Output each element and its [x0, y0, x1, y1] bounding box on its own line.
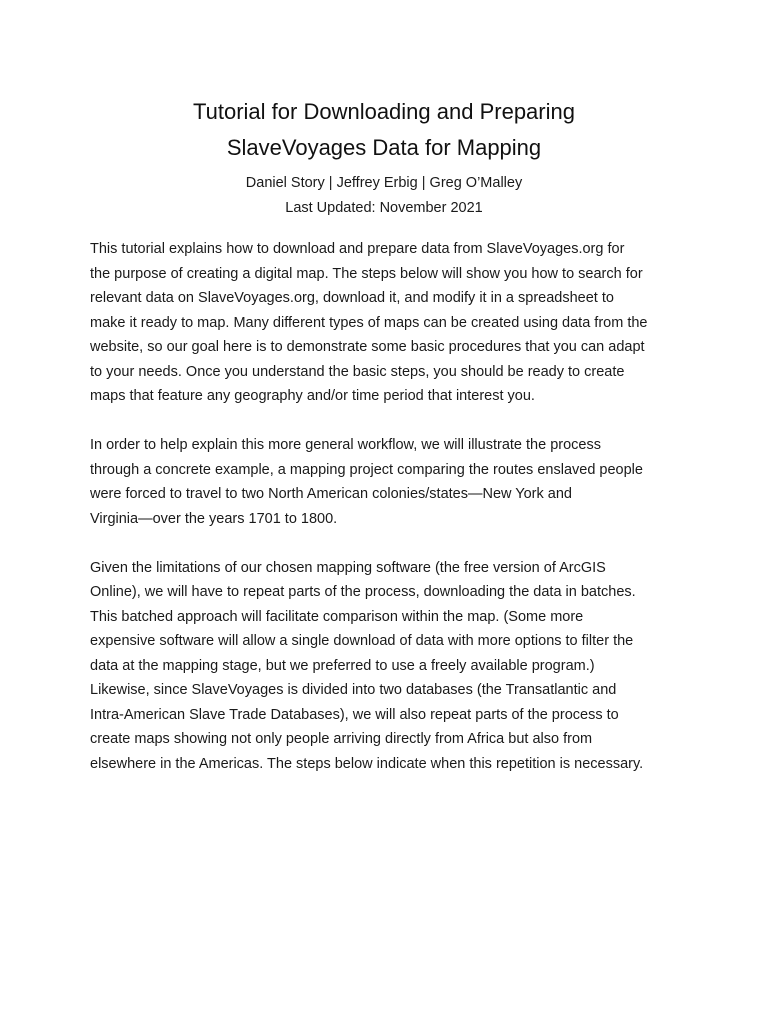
- text-line: create maps showing not only people arriving directly from Africa but also from: [90, 731, 593, 747]
- document-title-line-1: Tutorial for Downloading and Preparing: [193, 99, 575, 124]
- text-line: through a concrete example, a mapping project comparing the routes enslaved people: [90, 461, 643, 478]
- text-line: to your needs. Once you understand the basic steps, you should be ready to create: [90, 363, 625, 380]
- paragraph-intro: [90, 237, 690, 409]
- authors: Daniel Story | Jeffrey Erbig | Greg O’Malley: [245, 175, 523, 191]
- text-line: were forced to travel to two North American colonies/states—New York and: [90, 486, 572, 502]
- document-title-line-2: SlaveVoyages Data for Mapping: [226, 135, 542, 160]
- title-block: [0, 94, 768, 221]
- text-line: Intra-American Slave Trade Databases), we will also repeat parts of the process to: [90, 706, 619, 723]
- text-line: Given the limitations of our chosen mapping software (the free version of ArcGIS: [90, 559, 606, 576]
- text-line: the purpose of creating a digital map. The steps below will show you how to search for: [90, 265, 643, 282]
- text-line: Likewise, since SlaveVoyages is divided into two databases (the Transatlantic and: [90, 682, 617, 698]
- text-line: In order to help explain this more general workflow, we will illustrate the process: [90, 437, 601, 453]
- text-line: This batched approach will facilitate comparison within the map. (Some more: [90, 608, 584, 625]
- text-line: expensive software will allow a single download of data with more options to filter the: [90, 633, 634, 649]
- paragraph-workflow: [90, 433, 690, 531]
- text-line: Virginia—over the years 1701 to 1800.: [90, 510, 338, 527]
- text-line: website, so our goal here is to demonstrate some basic procedures that you can adapt: [90, 339, 645, 355]
- text-line: data at the mapping stage, but we preferred to use a freely available program.): [90, 657, 595, 674]
- text-line: make it ready to map. Many different types of maps can be created using data from the: [90, 314, 648, 331]
- text-line: maps that feature any geography and/or time period that interest you.: [90, 388, 535, 404]
- text-line: Online), we will have to repeat parts of the process, downloading the data in batches.: [90, 584, 636, 600]
- text-line: relevant data on SlaveVoyages.org, download it, and modify it in a spreadsheet to: [90, 290, 614, 306]
- text-line: This tutorial explains how to download and prepare data from SlaveVoyages.org for: [90, 241, 625, 257]
- text-line: elsewhere in the Americas. The steps below indicate when this repetition is necessary.: [90, 755, 644, 772]
- last-updated: Last Updated: November 2021: [285, 200, 483, 216]
- paragraph-limitations: [90, 556, 690, 777]
- body-text: [90, 237, 690, 801]
